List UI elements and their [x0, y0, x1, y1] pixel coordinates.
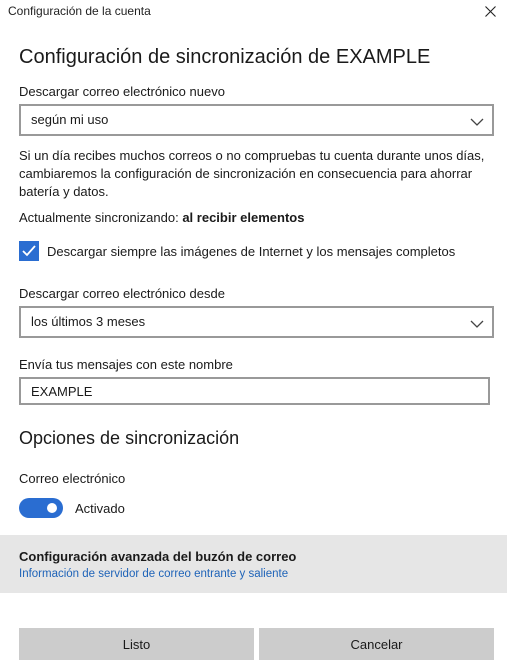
close-button[interactable] — [473, 0, 507, 26]
sync-status-prefix: Actualmente sincronizando: — [19, 210, 179, 225]
advanced-settings-title[interactable]: Configuración avanzada del buzón de correo — [19, 549, 297, 564]
chevron-down-icon — [470, 114, 484, 132]
page-title: Configuración de sincronización de EXAMPLE — [19, 46, 431, 68]
close-icon — [485, 4, 496, 22]
sync-status — [19, 210, 304, 225]
email-toggle-state: Activado — [75, 500, 125, 516]
download-from-label: Descargar correo electrónico desde — [19, 286, 225, 301]
advanced-mailbox-settings[interactable] — [0, 535, 507, 593]
download-new-value: según mi uso — [31, 112, 109, 127]
always-download-checkbox[interactable] — [19, 241, 39, 261]
cancel-button[interactable]: Cancelar — [259, 628, 494, 660]
always-download-checkbox-row[interactable] — [19, 240, 455, 262]
sync-description: Si un día recibes muchos correos o no compruebas tu cuenta durante unos días, cambiaremos la configuración de sincronización en consecuencia para ahorrar batería y datos. — [19, 148, 485, 199]
title-bar — [0, 0, 507, 28]
always-download-label: Descargar siempre las imágenes de Internet y los mensajes completos — [47, 243, 456, 259]
send-name-label: Envía tus mensajes con este nombre — [19, 357, 233, 372]
checkmark-icon — [22, 245, 36, 257]
chevron-down-icon — [470, 316, 484, 334]
download-new-label: Descargar correo electrónico nuevo — [19, 84, 225, 99]
sync-status-value: al recibir elementos — [182, 210, 305, 225]
email-sync-label: Correo electrónico — [19, 471, 126, 486]
toggle-knob — [47, 503, 57, 513]
done-button[interactable]: Listo — [19, 628, 254, 660]
email-sync-toggle[interactable] — [19, 498, 63, 518]
sync-options-heading: Opciones de sincronización — [19, 428, 240, 448]
download-new-dropdown[interactable] — [19, 104, 494, 136]
server-info-link[interactable]: Información de servidor de correo entrante y saliente — [19, 568, 289, 580]
send-name-input[interactable] — [19, 377, 490, 405]
download-from-value: los últimos 3 meses — [31, 314, 146, 329]
window-title: Configuración de la cuenta — [8, 4, 151, 18]
email-toggle-row — [19, 498, 125, 518]
download-from-dropdown[interactable] — [19, 306, 494, 338]
